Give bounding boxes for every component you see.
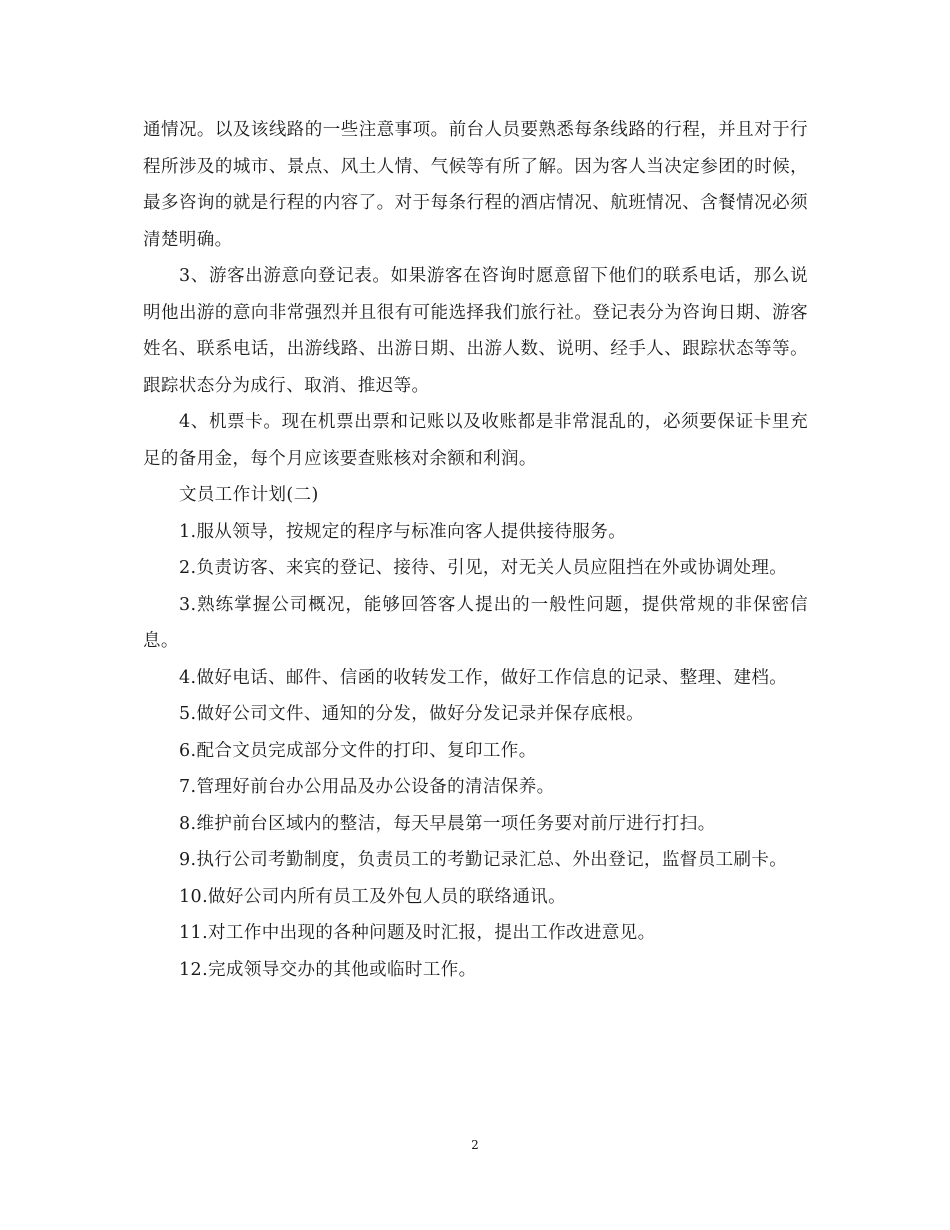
list-item: 12.完成领导交办的其他或临时工作。	[179, 959, 477, 980]
list-item: 1.服从领导，按规定的程序与标准向客人提供接待服务。	[179, 521, 627, 542]
list-item: 10.做好公司内所有员工及外包人员的联络通讯。	[179, 886, 567, 907]
list-item: 11.对工作中出现的各种问题及时汇报，提出工作改进意见。	[179, 923, 656, 943]
section-heading: 文员工作计划(二)	[179, 485, 319, 505]
list-item: 5.做好公司文件、通知的分发，做好分发记录并保存底根。	[179, 704, 644, 724]
list-item: 8.维护前台区域内的整洁，每天早晨第一项任务要对前厅进行打扫。	[179, 813, 716, 834]
list-item: 2.负责访客、来宾的登记、接待、引见，对无关人员应阻挡在外或协调处理。	[179, 558, 788, 578]
list-item: 6.配合文员完成部分文件的打印、复印工作。	[179, 740, 537, 761]
list-item: 9.执行公司考勤制度，负责员工的考勤记录汇总、外出登记，监督员工刷卡。	[179, 850, 788, 870]
document-body	[143, 112, 808, 988]
list-item: 4.做好电话、邮件、信函的收转发工作，做好工作信息的记录、整理、建档。	[179, 667, 788, 688]
page-number: 2	[471, 1138, 479, 1152]
paragraph-item-4-ticket-card: 4、机票卡。现在机票出票和记账以及收账都是非常混乱的，必须要保证卡里充足的备用金，每个月应该要查账核对余额和利润。	[143, 412, 808, 469]
paragraph-item-3-registration: 3、游客出游意向登记表。如果游客在咨询时愿意留下他们的联系电话，那么说明他出游的意向非常强烈并且很有可能选择我们旅行社。登记表分为咨询日期、游客姓名、联系电话，出游线路、出游日期、出游人数、说明、经手人、跟踪状态等等。跟踪状态分为成行、取消、推迟等。	[143, 266, 808, 396]
paragraph-continuation: 通情况。以及该线路的一些注意事项。前台人员要熟悉每条线路的行程，并且对于行程所涉及的城市、景点、风土人情、气候等有所了解。因为客人当决定参团的时候，最多咨询的就是行程的内容了。对于每条行程的酒店情况、航班情况、含餐情况必须清楚明确。	[143, 120, 808, 250]
list-item: 3.熟练掌握公司概况，能够回答客人提出的一般性问题，提供常规的非保密信息。	[143, 594, 808, 651]
list-item: 7.管理好前台办公用品及办公设备的清洁保养。	[179, 777, 555, 797]
